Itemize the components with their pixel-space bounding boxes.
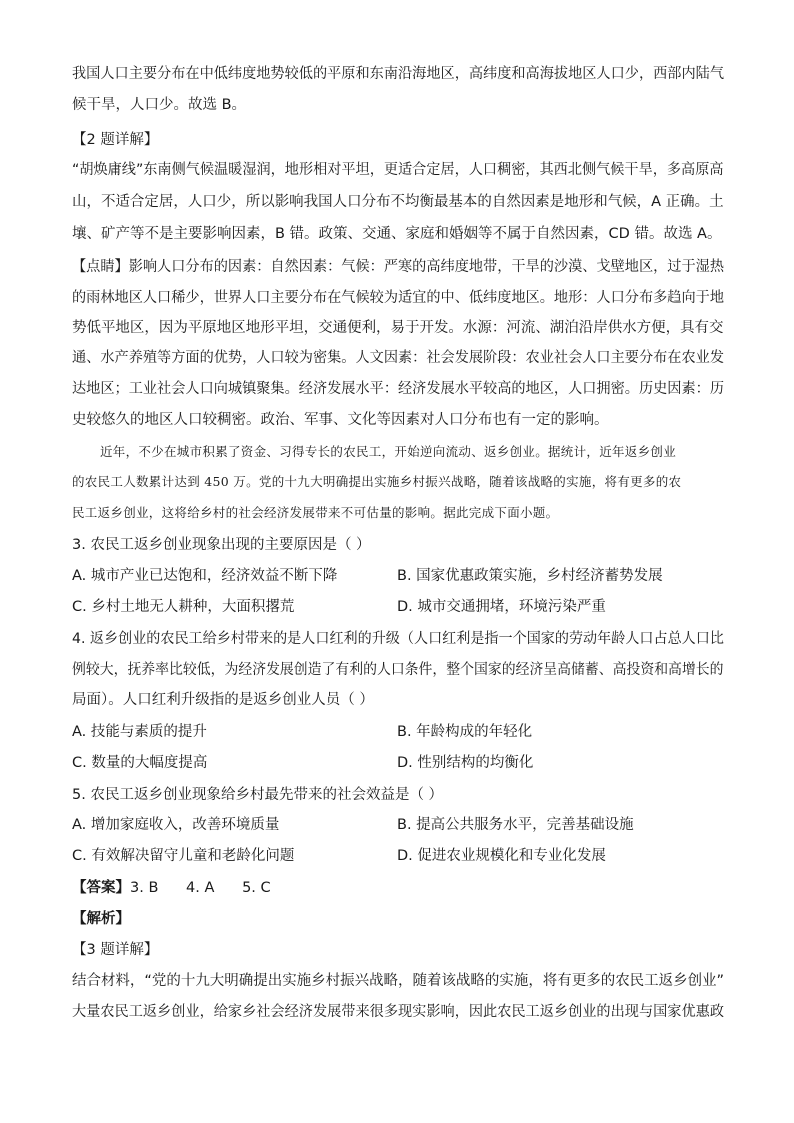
question-4-stem: 4. 返乡创业的农民工给乡村带来的是人口红利的升级（人口红利是指一个国家的劳动年龄人口占总人口比	[72, 631, 724, 647]
text-line: 山，不适合定居，人口少，所以影响我国人口分布不均衡最基本的自然因素是地形和气候，A 正确。土	[72, 194, 724, 210]
analysis-heading: 【解析】	[72, 911, 130, 927]
question-5-stem: 5. 农民工返乡创业现象给乡村最先带来的社会效益是（ ）	[72, 787, 444, 803]
text-line: 【点睛】影响人口分布的因素：自然因素：气候：严寒的高纬度地带，干旱的沙漠、戈壁地区，过于湿热	[72, 259, 724, 275]
text-line: 候干旱，人口少。故选 B。	[72, 97, 247, 113]
text-line: 我国人口主要分布在中低纬度地势较低的平原和东南沿海地区，高纬度和高海拔地区人口少，西部内陆气	[72, 66, 724, 82]
question-4-stem: 例较大，抚养率比较低，为经济发展创造了有利的人口条件，整个国家的经济呈高储蓄、高投资和高增长的	[72, 662, 724, 678]
passage-line: 民工返乡创业，这将给乡村的社会经济发展带来不可估量的影响。据此完成下面小题。	[72, 505, 559, 520]
text-line: 大量农民工返乡创业，给家乡社会经济发展带来很多现实影响，因此农民工返乡创业的出现与国家优惠政	[72, 1004, 724, 1020]
question-5-option-b: B. 提高公共服务水平，完善基础设施	[397, 817, 634, 833]
answer-line	[72, 878, 271, 898]
question-3-stem: 3. 农民工返乡创业现象出现的主要原因是（ ）	[72, 537, 371, 553]
question-3-option-d: D. 城市交通拥堵，环境污染严重	[397, 599, 606, 615]
question-3-option-c: C. 乡村土地无人耕种，大面积撂荒	[72, 599, 295, 615]
question-4-option-d: D. 性别结构的均衡化	[397, 755, 534, 771]
question-4-stem: 局面）。人口红利升级指的是返乡创业人员（ ）	[72, 692, 374, 708]
text-line: 达地区；工业社会人口向城镇聚集。经济发展水平：经济发展水平较高的地区，人口拥密。历史因素：历	[72, 381, 724, 397]
text-line: “胡焕庸线”东南侧气候温暖湿润，地形相对平坦，更适合定居，人口稠密，其西北侧气候干旱，多高原高	[72, 162, 724, 178]
section-heading: 【3 题详解】	[72, 942, 159, 958]
passage-line: 近年，不少在城市积累了资金、习得专长的农民工，开始逆向流动、返乡创业。据统计，近年返乡创业	[100, 444, 677, 459]
answer-text: 3. B 4. A 5. C	[130, 880, 271, 896]
question-4-option-b: B. 年龄构成的年轻化	[397, 724, 533, 740]
text-line: 势低平地区，因为平原地区地形平坦，交通便利，易于开发。水源：河流、湖泊沿岸供水方便，具有交	[72, 320, 724, 336]
question-4-option-c: C. 数量的大幅度提高	[72, 755, 208, 771]
question-5-option-a: A. 增加家庭收入，改善环境质量	[72, 817, 280, 833]
text-line: 通、水产养殖等方面的优势，人口较为密集。人文因素：社会发展阶段：农业社会人口主要分布在农业发	[72, 350, 724, 366]
text-line: 的雨林地区人口稀少，世界人口主要分布在气候较为适宜的中、低纬度地区。地形：人口分布多趋向于地	[72, 290, 724, 306]
text-line: 史较悠久的地区人口较稠密。政治、军事、文化等因素对人口分布也有一定的影响。	[72, 412, 609, 428]
passage-line: 的农民工人数累计达到 450 万。党的十九大明确提出实施乡村振兴战略，随着该战略的实施，将有更多的农	[72, 474, 682, 489]
question-5-option-d: D. 促进农业规模化和专业化发展	[397, 848, 606, 864]
text-line: 结合材料，“党的十九大明确提出实施乡村振兴战略，随着该战略的实施，将有更多的农民工返乡创业”	[72, 973, 725, 989]
text-line: 壤、矿产等不是主要影响因素，B 错。政策、交通、家庭和婚姻等不属于自然因素，CD 错。故选 A。	[72, 226, 722, 242]
section-heading: 【2 题详解】	[72, 132, 159, 148]
question-3-option-a: A. 城市产业已达饱和，经济效益不断下降	[72, 568, 338, 584]
question-5-option-c: C. 有效解决留守儿童和老龄化问题	[72, 848, 295, 864]
answer-label: 【答案】	[72, 880, 130, 896]
question-4-option-a: A. 技能与素质的提升	[72, 724, 207, 740]
question-3-option-b: B. 国家优惠政策实施，乡村经济蓄势发展	[397, 568, 663, 584]
